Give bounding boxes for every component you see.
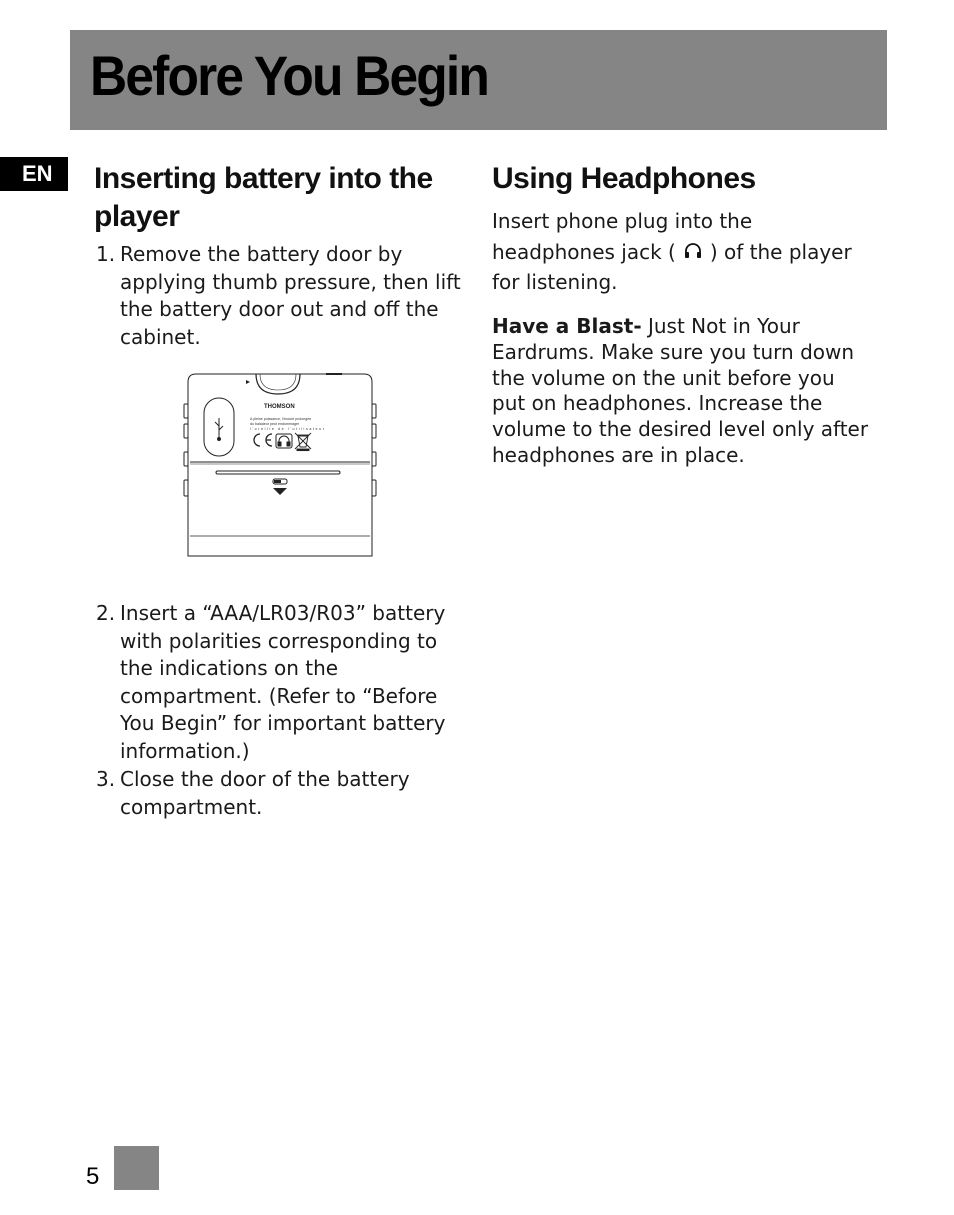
usb-icon — [215, 418, 223, 441]
language-tab: EN — [0, 157, 68, 191]
warning-line: A pleine puissance, l'écoute prolongée — [250, 417, 312, 421]
battery-door-arrow-icon — [273, 479, 287, 495]
safety-note-lead: Have a Blast- — [492, 314, 642, 338]
step-text: Close the door of the battery compartment. — [120, 767, 410, 819]
step-1 — [94, 241, 464, 351]
step-text: Remove the battery door by applying thumb pressure, then lift the battery door out and off the cabinet. — [120, 242, 461, 349]
page-title: Before You Begin — [90, 44, 489, 107]
headphones-section-heading: Using Headphones — [492, 162, 756, 195]
step-2 — [94, 600, 464, 765]
headphones-warning-icon — [278, 436, 290, 446]
warning-line: du baladeur peut endommager — [250, 422, 300, 426]
headphones-instructions — [492, 206, 872, 298]
crossed-bin-icon — [295, 433, 311, 451]
safety-note-text: Just Not in Your Eardrums. Make sure you turn down the volume on the unit before you put on headphones. Increase the volume to the desired level only after headphones are in place. — [492, 314, 869, 467]
warning-line: l'oreille de l'utilisateur — [250, 427, 326, 431]
battery-door-illustration — [180, 368, 380, 562]
page-number: 5 — [86, 1163, 100, 1190]
step-number: 1. — [96, 242, 116, 266]
safety-note — [492, 314, 872, 469]
brand-label: THOMSON — [264, 404, 295, 410]
instruction-text: Insert phone plug into the headphones jack ( — [492, 209, 753, 264]
step-number: 2. — [96, 601, 116, 625]
title-banner — [70, 30, 887, 130]
step-3 — [94, 766, 464, 821]
ce-mark-icon — [254, 434, 272, 446]
step-text: Insert a “AAA/LR03/R03” battery with polarities corresponding to the indications on the compartment. (Refer to “Before You Begin” for important battery information.) — [120, 601, 446, 763]
battery-section-heading: Inserting battery into the player — [94, 162, 433, 233]
step-number: 3. — [96, 767, 116, 791]
headphones-icon — [682, 242, 704, 260]
instruction-text: ) of the player for listening. — [492, 239, 852, 294]
page-number-box — [114, 1146, 159, 1190]
